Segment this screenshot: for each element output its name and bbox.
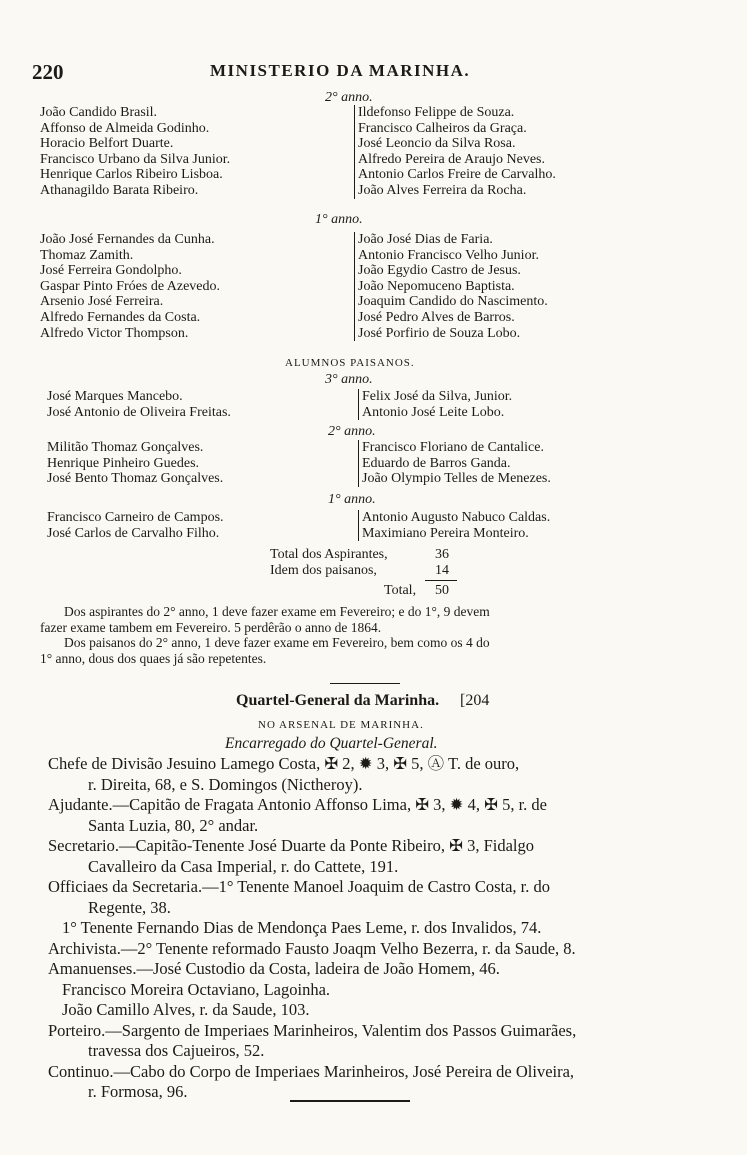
student-name: Alfredo Pereira de Araujo Neves. — [358, 151, 545, 167]
student-name: Henrique Carlos Ribeiro Lisboa. — [40, 167, 223, 183]
student-name: Joaquim Candido do Nascimento. — [358, 294, 548, 310]
student-name: Felix José da Silva, Junior. — [362, 389, 513, 404]
student-name: João Olympio Telles de Menezes. — [362, 471, 551, 487]
paisanos-year3-left — [47, 389, 231, 420]
entry-line: Ajudante.—Capitão de Fragata Antonio Affonso Lima, ✠ 3, ✹ 4, ✠ 5, r. de — [48, 795, 547, 814]
student-name: José Pedro Alves de Barros. — [358, 309, 515, 325]
student-name: Militão Thomaz Gonçalves. — [47, 440, 204, 455]
paisanos-year3-right — [358, 389, 512, 420]
total-paisanos-label: Idem dos paisanos, — [270, 563, 377, 578]
year-label: 2° anno. — [325, 90, 373, 105]
student-name: Antonio Carlos Freire de Carvalho. — [358, 167, 556, 183]
entry-line: 1° Tenente Fernando Dias de Mendonça Paes Leme, r. dos Invalidos, 74. — [62, 918, 542, 937]
entry-line: Porteiro.—Sargento de Imperiaes Marinheiros, Valentim dos Passos Guimarães, — [48, 1020, 577, 1040]
page-number: 220 — [32, 60, 64, 84]
year-label: 2° anno. — [328, 424, 376, 439]
entry-line: Chefe de Divisão Jesuino Lamego Costa, ✠ 2, ✹ 3, ✠ 5, Ⓐ T. de ouro, — [48, 754, 520, 773]
exam-note — [40, 604, 490, 666]
student-name: Alfredo Victor Thompson. — [40, 325, 189, 341]
student-name: Antonio Augusto Nabuco Caldas. — [362, 510, 551, 525]
entry-line: Officiaes da Secretaria.—1° Tenente Manoel Joaquim de Castro Costa, r. do — [48, 877, 550, 896]
student-name: João José Fernandes da Cunha. — [40, 232, 215, 247]
section-heading: ALUMNOS PAISANOS. — [285, 357, 415, 369]
quartel-title: Quartel-General da Marinha. — [236, 692, 440, 709]
entry-line: Archivista.—2° Tenente reformado Fausto Joaqm Velho Bezerra, r. da Saude, 8. — [48, 938, 576, 958]
paisanos-year2-left — [47, 440, 223, 487]
entry-line: Continuo.—Cabo do Corpo de Imperiaes Marinheiros, José Pereira de Oliveira, — [48, 1061, 575, 1081]
entry-line: Francisco Moreira Octaviano, Lagoinha. — [62, 979, 331, 999]
student-name: Ildefonso Felippe de Souza. — [358, 105, 515, 120]
student-name: Maximiano Pereira Monteiro. — [362, 525, 529, 541]
entry-line: Regente, 38. — [88, 897, 171, 917]
student-name: José Bento Thomaz Gonçalves. — [47, 471, 224, 487]
paisanos-year1-left — [47, 510, 224, 541]
total-aspirantes-value: 36 — [435, 547, 449, 562]
aspirantes-year2-left — [40, 105, 230, 199]
student-name: Francisco Carneiro de Campos. — [47, 510, 224, 525]
quartel-entries — [48, 754, 576, 1103]
total-rule — [425, 580, 457, 581]
entry-line: João Camillo Alves, r. da Saude, 103. — [62, 1000, 310, 1019]
end-rule — [290, 1100, 410, 1102]
quartel-subtitle: Encarregado do Quartel-General. — [225, 735, 438, 752]
entry-line: Santa Luzia, 80, 2° andar. — [88, 815, 259, 835]
student-name: João Candido Brasil. — [40, 105, 158, 120]
student-name: Francisco Urbano da Silva Junior. — [40, 151, 231, 167]
student-name: José Porfirio de Souza Lobo. — [358, 325, 521, 341]
student-name: Antonio José Leite Lobo. — [362, 404, 505, 420]
section-divider — [330, 683, 400, 684]
aspirantes-year1-right — [354, 232, 548, 341]
entry-line: Amanuenses.—José Custodio da Costa, ladeira de João Homem, 46. — [48, 959, 500, 978]
student-name: João José Dias de Faria. — [358, 232, 493, 247]
quartel-location: NO ARSENAL DE MARINHA. — [258, 719, 424, 731]
year-label: 1° anno. — [328, 492, 376, 507]
student-name: José Carlos de Carvalho Filho. — [47, 525, 220, 541]
student-name: Francisco Floriano de Cantalice. — [362, 440, 544, 455]
note-line: Dos aspirantes do 2° anno, 1 deve fazer exame em Fevereiro; e do 1°, 9 devem — [64, 604, 490, 619]
note-line: Dos paisanos do 2° anno, 1 deve fazer exame em Fevereiro, bem como os 4 do — [64, 635, 490, 651]
page-title: MINISTERIO DA MARINHA. — [210, 61, 471, 80]
note-line: 1° anno, dous dos quaes já são repetentes. — [40, 650, 267, 666]
paisanos-year2-right — [358, 440, 551, 487]
year-label: 1° anno. — [315, 212, 363, 227]
student-name: Francisco Calheiros da Graça. — [358, 120, 527, 136]
student-name: Antonio Francisco Velho Junior. — [358, 247, 539, 263]
quartel-code: [204 — [460, 692, 490, 709]
student-name: João Nepomuceno Baptista. — [358, 278, 515, 294]
student-name: Thomaz Zamith. — [40, 247, 134, 263]
student-name: José Ferreira Gondolpho. — [40, 263, 182, 279]
year-label: 3° anno. — [325, 372, 373, 387]
note-line: fazer exame tambem em Fevereiro. 5 perdêrão o anno de 1864. — [40, 619, 382, 635]
entry-line: r. Direita, 68, e S. Domingos (Nictheroy). — [88, 774, 363, 794]
total-aspirantes-label: Total dos Aspirantes, — [270, 547, 388, 562]
grand-total-label: Total, — [384, 583, 417, 598]
grand-total-value: 50 — [435, 583, 449, 598]
entry-line: r. Formosa, 96. — [88, 1082, 188, 1101]
student-name: José Leoncio da Silva Rosa. — [358, 136, 516, 152]
student-name: José Marques Mancebo. — [47, 389, 183, 404]
student-name: João Egydio Castro de Jesus. — [358, 263, 521, 279]
student-name: Gaspar Pinto Fróes de Azevedo. — [40, 278, 221, 294]
student-name: Alfredo Fernandes da Costa. — [40, 309, 201, 325]
student-name: Eduardo de Barros Ganda. — [362, 455, 511, 471]
aspirantes-year2-right — [354, 105, 556, 199]
student-name: Henrique Pinheiro Guedes. — [47, 455, 200, 471]
student-name: Horacio Belfort Duarte. — [40, 136, 174, 152]
student-name: João Alves Ferreira da Rocha. — [358, 182, 527, 198]
student-name: José Antonio de Oliveira Freitas. — [47, 404, 231, 420]
total-paisanos-value: 14 — [435, 563, 449, 578]
student-name: Affonso de Almeida Godinho. — [40, 120, 210, 136]
entry-line: Secretario.—Capitão-Tenente José Duarte da Ponte Ribeiro, ✠ 3, Fidalgo — [48, 836, 535, 855]
student-name: Athanagildo Barata Ribeiro. — [40, 182, 199, 198]
entry-line: Cavalleiro da Casa Imperial, r. do Cattete, 191. — [88, 856, 399, 876]
student-name: Arsenio José Ferreira. — [40, 294, 164, 310]
paisanos-year1-right — [358, 510, 550, 541]
entry-line: travessa dos Cajueiros, 52. — [88, 1041, 265, 1060]
aspirantes-year1-left — [40, 232, 220, 341]
